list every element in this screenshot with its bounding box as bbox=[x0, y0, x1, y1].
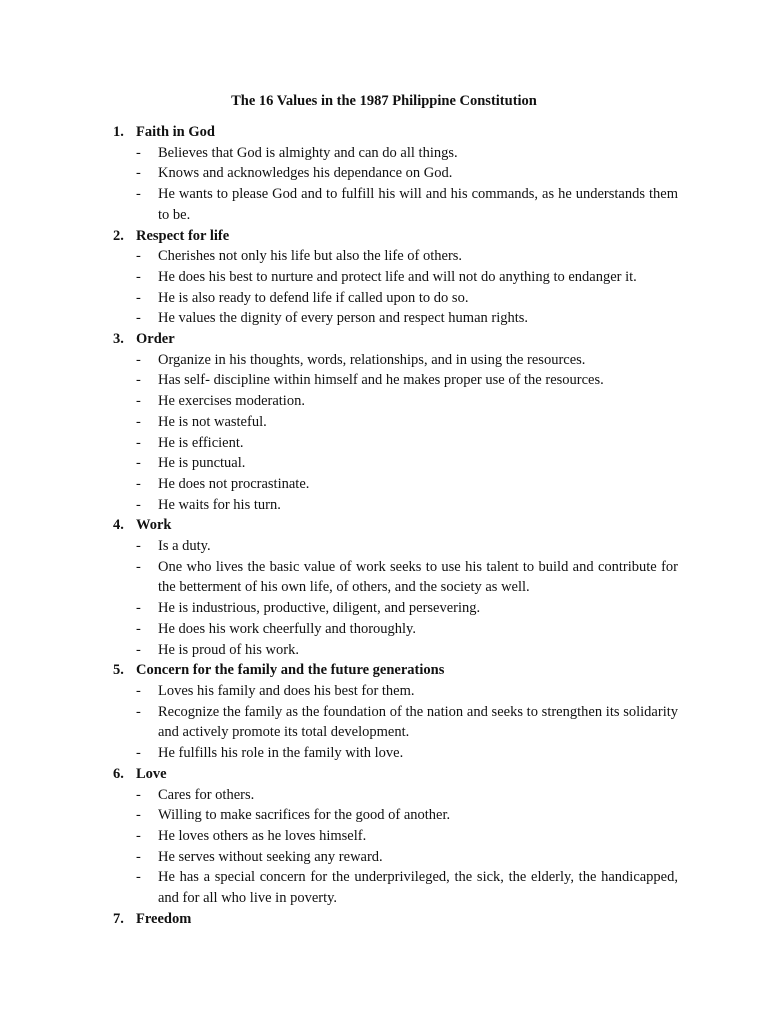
bullet-text: He is proud of his work. bbox=[158, 641, 299, 658]
value-heading bbox=[113, 515, 678, 536]
dash-marker: - bbox=[136, 807, 141, 824]
bullet-text: He does not procrastinate. bbox=[158, 475, 310, 492]
dash-marker: - bbox=[136, 745, 141, 762]
bullet-point bbox=[113, 474, 678, 495]
bullet-point bbox=[113, 681, 678, 702]
dash-marker: - bbox=[136, 186, 141, 203]
dash-marker: - bbox=[136, 538, 141, 555]
value-number: 5. bbox=[113, 662, 124, 679]
dash-marker: - bbox=[136, 434, 141, 451]
bullet-text: He does his work cheerfully and thoroughly. bbox=[158, 620, 416, 637]
value-item bbox=[113, 660, 678, 764]
bullet-text: He does his best to nurture and protect life and will not do anything to endanger it. bbox=[158, 268, 637, 285]
bullet-text: Willing to make sacrifices for the good of another. bbox=[158, 807, 451, 824]
bullet-point bbox=[113, 143, 678, 164]
bullet-point bbox=[113, 350, 678, 371]
dash-marker: - bbox=[136, 351, 141, 368]
bullet-list bbox=[113, 350, 678, 516]
dash-marker: - bbox=[136, 165, 141, 182]
document-title: The 16 Values in the 1987 Philippine Constitution bbox=[231, 93, 537, 109]
dash-marker: - bbox=[136, 869, 141, 886]
value-name: Love bbox=[136, 765, 167, 782]
value-name: Faith in God bbox=[136, 124, 215, 140]
bullet-list bbox=[113, 143, 678, 226]
dash-marker: - bbox=[136, 641, 141, 658]
value-heading bbox=[113, 660, 678, 681]
bullet-list bbox=[113, 536, 678, 660]
bullet-text: Believes that God is almighty and can do all things. bbox=[158, 144, 458, 161]
dash-marker: - bbox=[136, 372, 141, 389]
bullet-list bbox=[113, 785, 678, 909]
bullet-text: He loves others as he loves himself. bbox=[158, 827, 367, 844]
value-heading bbox=[113, 122, 678, 143]
dash-marker: - bbox=[136, 475, 141, 492]
value-item bbox=[113, 515, 678, 660]
bullet-point bbox=[113, 702, 678, 743]
bullet-point bbox=[113, 433, 678, 454]
value-name: Concern for the family and the future generations bbox=[136, 662, 445, 679]
value-heading bbox=[113, 226, 678, 247]
value-number: 7. bbox=[113, 910, 124, 927]
bullet-text: He waits for his turn. bbox=[158, 496, 281, 513]
bullet-text: He is also ready to defend life if called upon to do so. bbox=[158, 289, 469, 306]
bullet-point bbox=[113, 867, 678, 908]
dash-marker: - bbox=[136, 703, 141, 720]
bullet-text: Is a duty. bbox=[158, 538, 211, 555]
value-item bbox=[113, 329, 678, 515]
bullet-point bbox=[113, 557, 678, 598]
dash-marker: - bbox=[136, 558, 141, 575]
bullet-point bbox=[113, 805, 678, 826]
dash-marker: - bbox=[136, 600, 141, 617]
dash-marker: - bbox=[136, 827, 141, 844]
value-item bbox=[113, 764, 678, 909]
bullet-text: One who lives the basic value of work seeks to use his talent to build and contribute for the betterment of his own life, of others, and the society as well. bbox=[158, 558, 678, 596]
bullet-text: He wants to please God and to fulfill his will and his commands, as he understands them to be. bbox=[158, 186, 678, 223]
value-heading bbox=[113, 764, 678, 785]
bullet-point bbox=[113, 412, 678, 433]
bullet-text: He is industrious, productive, diligent, and persevering. bbox=[158, 600, 481, 617]
value-name: Order bbox=[136, 331, 175, 348]
bullet-list bbox=[113, 681, 678, 764]
value-name: Work bbox=[136, 517, 172, 534]
bullet-point bbox=[113, 785, 678, 806]
value-name: Respect for life bbox=[136, 227, 230, 244]
value-number: 6. bbox=[113, 765, 124, 782]
dash-marker: - bbox=[136, 496, 141, 513]
dash-marker: - bbox=[136, 248, 141, 265]
value-heading bbox=[113, 909, 678, 930]
value-item bbox=[113, 226, 678, 330]
bullet-point bbox=[113, 743, 678, 764]
bullet-text: He serves without seeking any reward. bbox=[158, 848, 383, 865]
values-list bbox=[113, 122, 678, 929]
bullet-point bbox=[113, 847, 678, 868]
bullet-text: He is punctual. bbox=[158, 455, 246, 472]
bullet-list bbox=[113, 246, 678, 329]
dash-marker: - bbox=[136, 268, 141, 285]
value-name: Freedom bbox=[136, 910, 192, 927]
bullet-text: Loves his family and does his best for them. bbox=[158, 682, 415, 699]
bullet-point bbox=[113, 163, 678, 184]
value-heading bbox=[113, 329, 678, 350]
bullet-text: He is efficient. bbox=[158, 434, 244, 451]
bullet-point bbox=[113, 536, 678, 557]
bullet-point bbox=[113, 267, 678, 288]
bullet-point bbox=[113, 826, 678, 847]
bullet-point bbox=[113, 391, 678, 412]
bullet-text: Cares for others. bbox=[158, 786, 255, 803]
bullet-text: He is not wasteful. bbox=[158, 413, 267, 430]
dash-marker: - bbox=[136, 682, 141, 699]
bullet-point bbox=[113, 246, 678, 267]
dash-marker: - bbox=[136, 413, 141, 430]
bullet-text: Cherishes not only his life but also the life of others. bbox=[158, 248, 463, 265]
bullet-point bbox=[113, 453, 678, 474]
bullet-point bbox=[113, 308, 678, 329]
dash-marker: - bbox=[136, 455, 141, 472]
value-item bbox=[113, 909, 678, 930]
value-item bbox=[113, 122, 678, 226]
bullet-point bbox=[113, 495, 678, 516]
bullet-text: He values the dignity of every person and respect human rights. bbox=[158, 310, 529, 327]
bullet-point bbox=[113, 370, 678, 391]
dash-marker: - bbox=[136, 393, 141, 410]
bullet-point bbox=[113, 619, 678, 640]
bullet-text: He has a special concern for the underprivileged, the sick, the elderly, the handicapped, and for all who live in poverty. bbox=[158, 869, 678, 907]
dash-marker: - bbox=[136, 310, 141, 327]
dash-marker: - bbox=[136, 848, 141, 865]
bullet-text: Organize in his thoughts, words, relationships, and in using the resources. bbox=[158, 351, 586, 368]
value-number: 3. bbox=[113, 331, 124, 348]
bullet-text: Recognize the family as the foundation of the nation and seeks to strengthen its solidarity and actively promote its total development. bbox=[158, 703, 678, 741]
bullet-point bbox=[113, 184, 678, 225]
bullet-text: He exercises moderation. bbox=[158, 393, 305, 410]
bullet-point bbox=[113, 640, 678, 661]
dash-marker: - bbox=[136, 786, 141, 803]
dash-marker: - bbox=[136, 289, 141, 306]
bullet-point bbox=[113, 598, 678, 619]
bullet-point bbox=[113, 288, 678, 309]
dash-marker: - bbox=[136, 144, 141, 161]
value-number: 1. bbox=[113, 124, 124, 140]
dash-marker: - bbox=[136, 620, 141, 637]
bullet-text: Has self- discipline within himself and he makes proper use of the resources. bbox=[158, 372, 604, 389]
bullet-text: Knows and acknowledges his dependance on God. bbox=[158, 165, 453, 182]
bullet-text: He fulfills his role in the family with love. bbox=[158, 745, 404, 762]
value-number: 4. bbox=[113, 517, 124, 534]
value-number: 2. bbox=[113, 227, 124, 244]
